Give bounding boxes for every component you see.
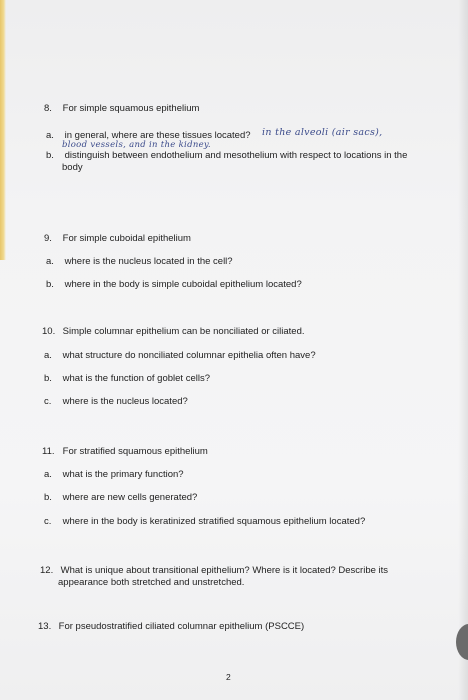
question-9a: a. where is the nucleus located in the cell? [46,256,233,267]
question-8a: a. in general, where are these tissues located? [46,130,251,141]
question-10-title: 10. Simple columnar epithelium can be nonciliated or ciliated. [42,326,305,337]
paper-edge-highlight [0,0,6,260]
question-11-title: 11. For stratified squamous epithelium [42,446,208,457]
handwritten-answer-8a-line1: in the alveoli (air sacs), [262,127,383,138]
question-8-title: 8. For simple squamous epithelium [44,103,200,114]
question-12: 12. What is unique about transitional epithelium? Where is it located? Describe its [40,565,389,576]
question-8b-cont: body [62,162,83,173]
question-9-title: 9. For simple cuboidal epithelium [44,233,191,244]
question-13: 13. For pseudostratified ciliated columnar epithelium (PSCCE) [38,621,305,632]
question-9b: b. where in the body is simple cuboidal epithelium located? [46,279,302,290]
question-8b: b. distinguish between endothelium and mesothelium with respect to locations in the [46,150,408,161]
handwritten-answer-8a-line2: blood vessels, and in the kidney. [62,140,211,150]
page-number: 2 [226,672,231,682]
question-12-cont: appearance both stretched and unstretched. [58,577,245,588]
question-10a: a. what structure do nonciliated columnar epithelia often have? [44,350,316,361]
question-11a: a. what is the primary function? [44,469,184,480]
question-10b: b. what is the function of goblet cells? [44,373,210,384]
page-shadow [458,0,468,700]
question-10c: c. where is the nucleus located? [44,396,188,407]
question-11c: c. where in the body is keratinized stratified squamous epithelium located? [44,516,366,527]
question-11b: b. where are new cells generated? [44,492,198,503]
